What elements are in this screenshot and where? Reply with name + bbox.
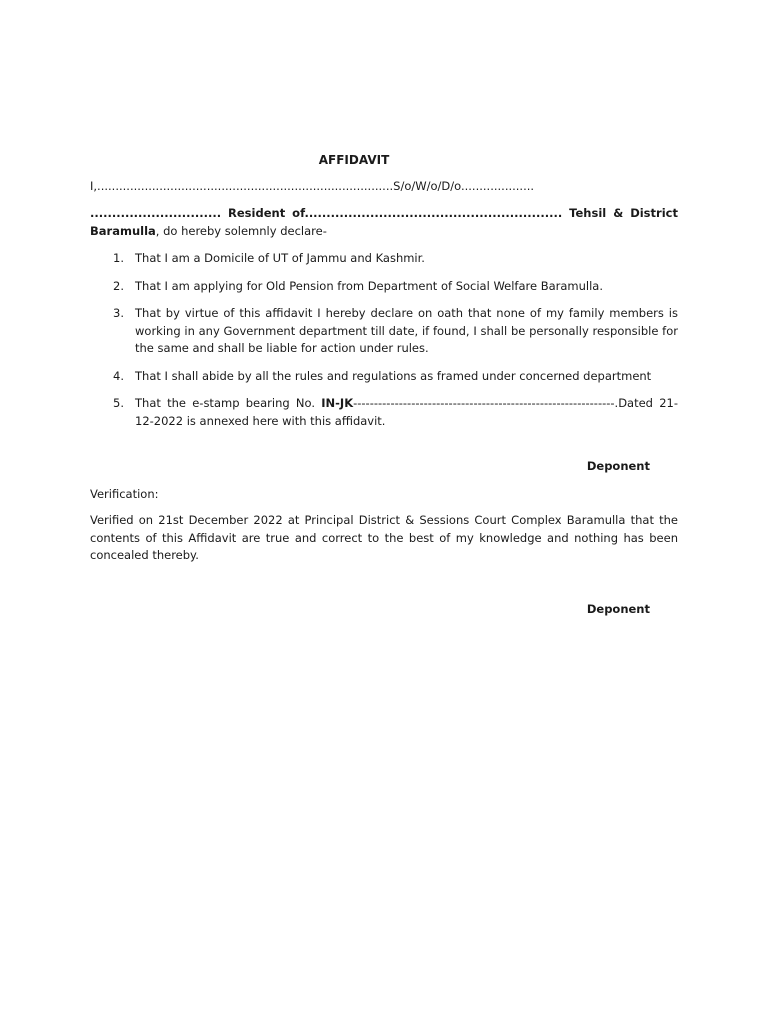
item-text: That I shall abide by all the rules and regulations as framed under concerned department — [135, 368, 652, 383]
affidavit-page — [90, 152, 678, 618]
stamp-prefix: That the e-stamp bearing No. — [135, 396, 322, 410]
baramulla-word: Baramulla — [90, 223, 156, 238]
stamp-number: IN-JK — [321, 396, 354, 410]
resident-paragraph — [90, 205, 678, 240]
item-number: 4. — [113, 368, 124, 383]
list-item — [90, 395, 678, 430]
item-number: 2. — [113, 278, 124, 293]
item-text: That by virtue of this affidavit I hereby declare on oath that none of my family members is working in any Government department till date, if found, I shall be personally responsible for the same and shall be liable for action under rules. — [135, 306, 678, 355]
document-title: AFFIDAVIT — [318, 153, 390, 167]
district-word: District — [630, 206, 678, 220]
declare-text: , do hereby solemnly declare- — [155, 223, 327, 238]
item-text: That I am a Domicile of UT of Jammu and Kashmir. — [135, 251, 425, 265]
item-number: 5. — [113, 396, 124, 410]
list-item — [90, 305, 678, 358]
verification-text: Verified on 21st December 2022 at Principal District & Sessions Court Complex Baramulla that the contents of this Affidavit are true and correct to the best of my knowledge and nothing has been concealed thereby. — [90, 513, 678, 562]
resident-word: Resident — [228, 206, 286, 220]
declaration-list — [90, 250, 678, 430]
item-number: 1. — [113, 251, 124, 265]
resident-dots: .............................. — [90, 206, 222, 220]
deponent-label: Deponent — [586, 459, 650, 473]
list-item — [90, 250, 678, 268]
declare-line — [90, 223, 678, 241]
of-text: of........................................................... — [292, 206, 563, 220]
item-text — [135, 395, 678, 430]
item-number: 3. — [113, 306, 124, 320]
list-item — [90, 368, 678, 386]
item-text: That I am applying for Old Pension from Department of Social Welfare Baramulla. — [135, 278, 604, 293]
verification-heading: Verification: — [90, 486, 159, 501]
tehsil-word: Tehsil — [569, 206, 607, 220]
ampersand: & — [613, 206, 624, 220]
stamp-suffix: ---------------------------------------------------------------.Dated 21-12-2022 is annexed here with this affidavit. — [135, 396, 678, 428]
deponent-label-2: Deponent — [586, 601, 650, 616]
name-line: I,.................................................................................S/o/W/o/D/o.................... — [90, 178, 535, 193]
list-item — [90, 278, 678, 296]
resident-line — [90, 205, 678, 223]
